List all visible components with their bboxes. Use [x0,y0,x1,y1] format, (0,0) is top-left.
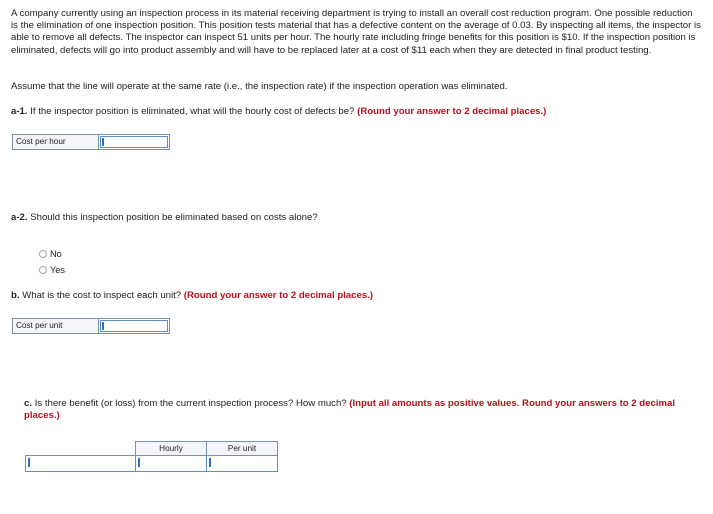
radio-yes[interactable] [39,266,47,274]
question-a1 [11,106,546,117]
question-b-text: What is the cost to inspect each unit? [22,290,182,301]
benefit-table-row [26,456,278,472]
hourly-input[interactable] [136,456,207,472]
question-a1-label: a-1. [11,106,28,117]
question-b-label: b. [11,290,20,301]
cost-per-hour-field [12,134,170,150]
header-blank-cell [26,442,136,456]
cost-per-hour-input[interactable] [100,136,168,148]
question-a1-text: If the inspector position is eliminated, what will the hourly cost of defects be? [30,106,355,117]
question-a1-instruction: (Round your answer to 2 decimal places.) [357,106,547,117]
question-a2 [11,212,318,223]
question-b-instruction: (Round your answer to 2 decimal places.) [183,290,374,301]
question-c-label: c. [24,398,33,409]
radio-no[interactable] [39,250,47,258]
radio-yes-label: Yes [50,265,65,275]
benefit-table [25,441,278,472]
question-a2-text: Should this inspection position be eliminated based on costs alone? [30,212,318,223]
header-hourly: Hourly [136,442,207,456]
radio-option-no[interactable] [39,247,65,261]
cost-per-hour-label: Cost per hour [13,135,99,149]
header-per-unit: Per unit [207,442,278,456]
assumption-text: Assume that the line will operate at the same rate (i.e., the inspection rate) if the inspection operation was eliminated. [11,81,508,92]
cost-per-unit-input[interactable] [100,320,168,332]
radio-no-label: No [50,249,62,259]
radio-option-yes[interactable] [39,263,65,277]
cost-per-unit-label: Cost per unit [13,319,99,333]
benefit-loss-select[interactable] [26,456,136,472]
question-c [24,398,684,423]
question-b [11,290,373,301]
per-unit-input[interactable] [207,456,278,472]
problem-statement: A company currently using an inspection process in its material receiving department is trying to install an overall cost reduction program. One possible reduction is the elimination of one inspection position. This position tests material that has a defective content on the average of 0.03. By inspecting all items, the inspector is able to remove all defects. The inspector can inspect 51 units per hour. The hourly rate including fringe benefits for this position is $10. If the inspection position is eliminated, defects will go into product assembly and will have to be replaced later at a cost of $11 each when they are detected in final product testing. [11,8,701,56]
benefit-table-header [26,442,278,456]
question-a2-label: a-2. [11,212,28,223]
cost-per-unit-field [12,318,170,334]
question-c-text: Is there benefit (or loss) from the current inspection process? How much? [34,398,347,409]
radio-group [39,247,65,277]
question-c-instruction: (Input all amounts as positive values. Round your answers to 2 decimal places.) [24,398,676,422]
